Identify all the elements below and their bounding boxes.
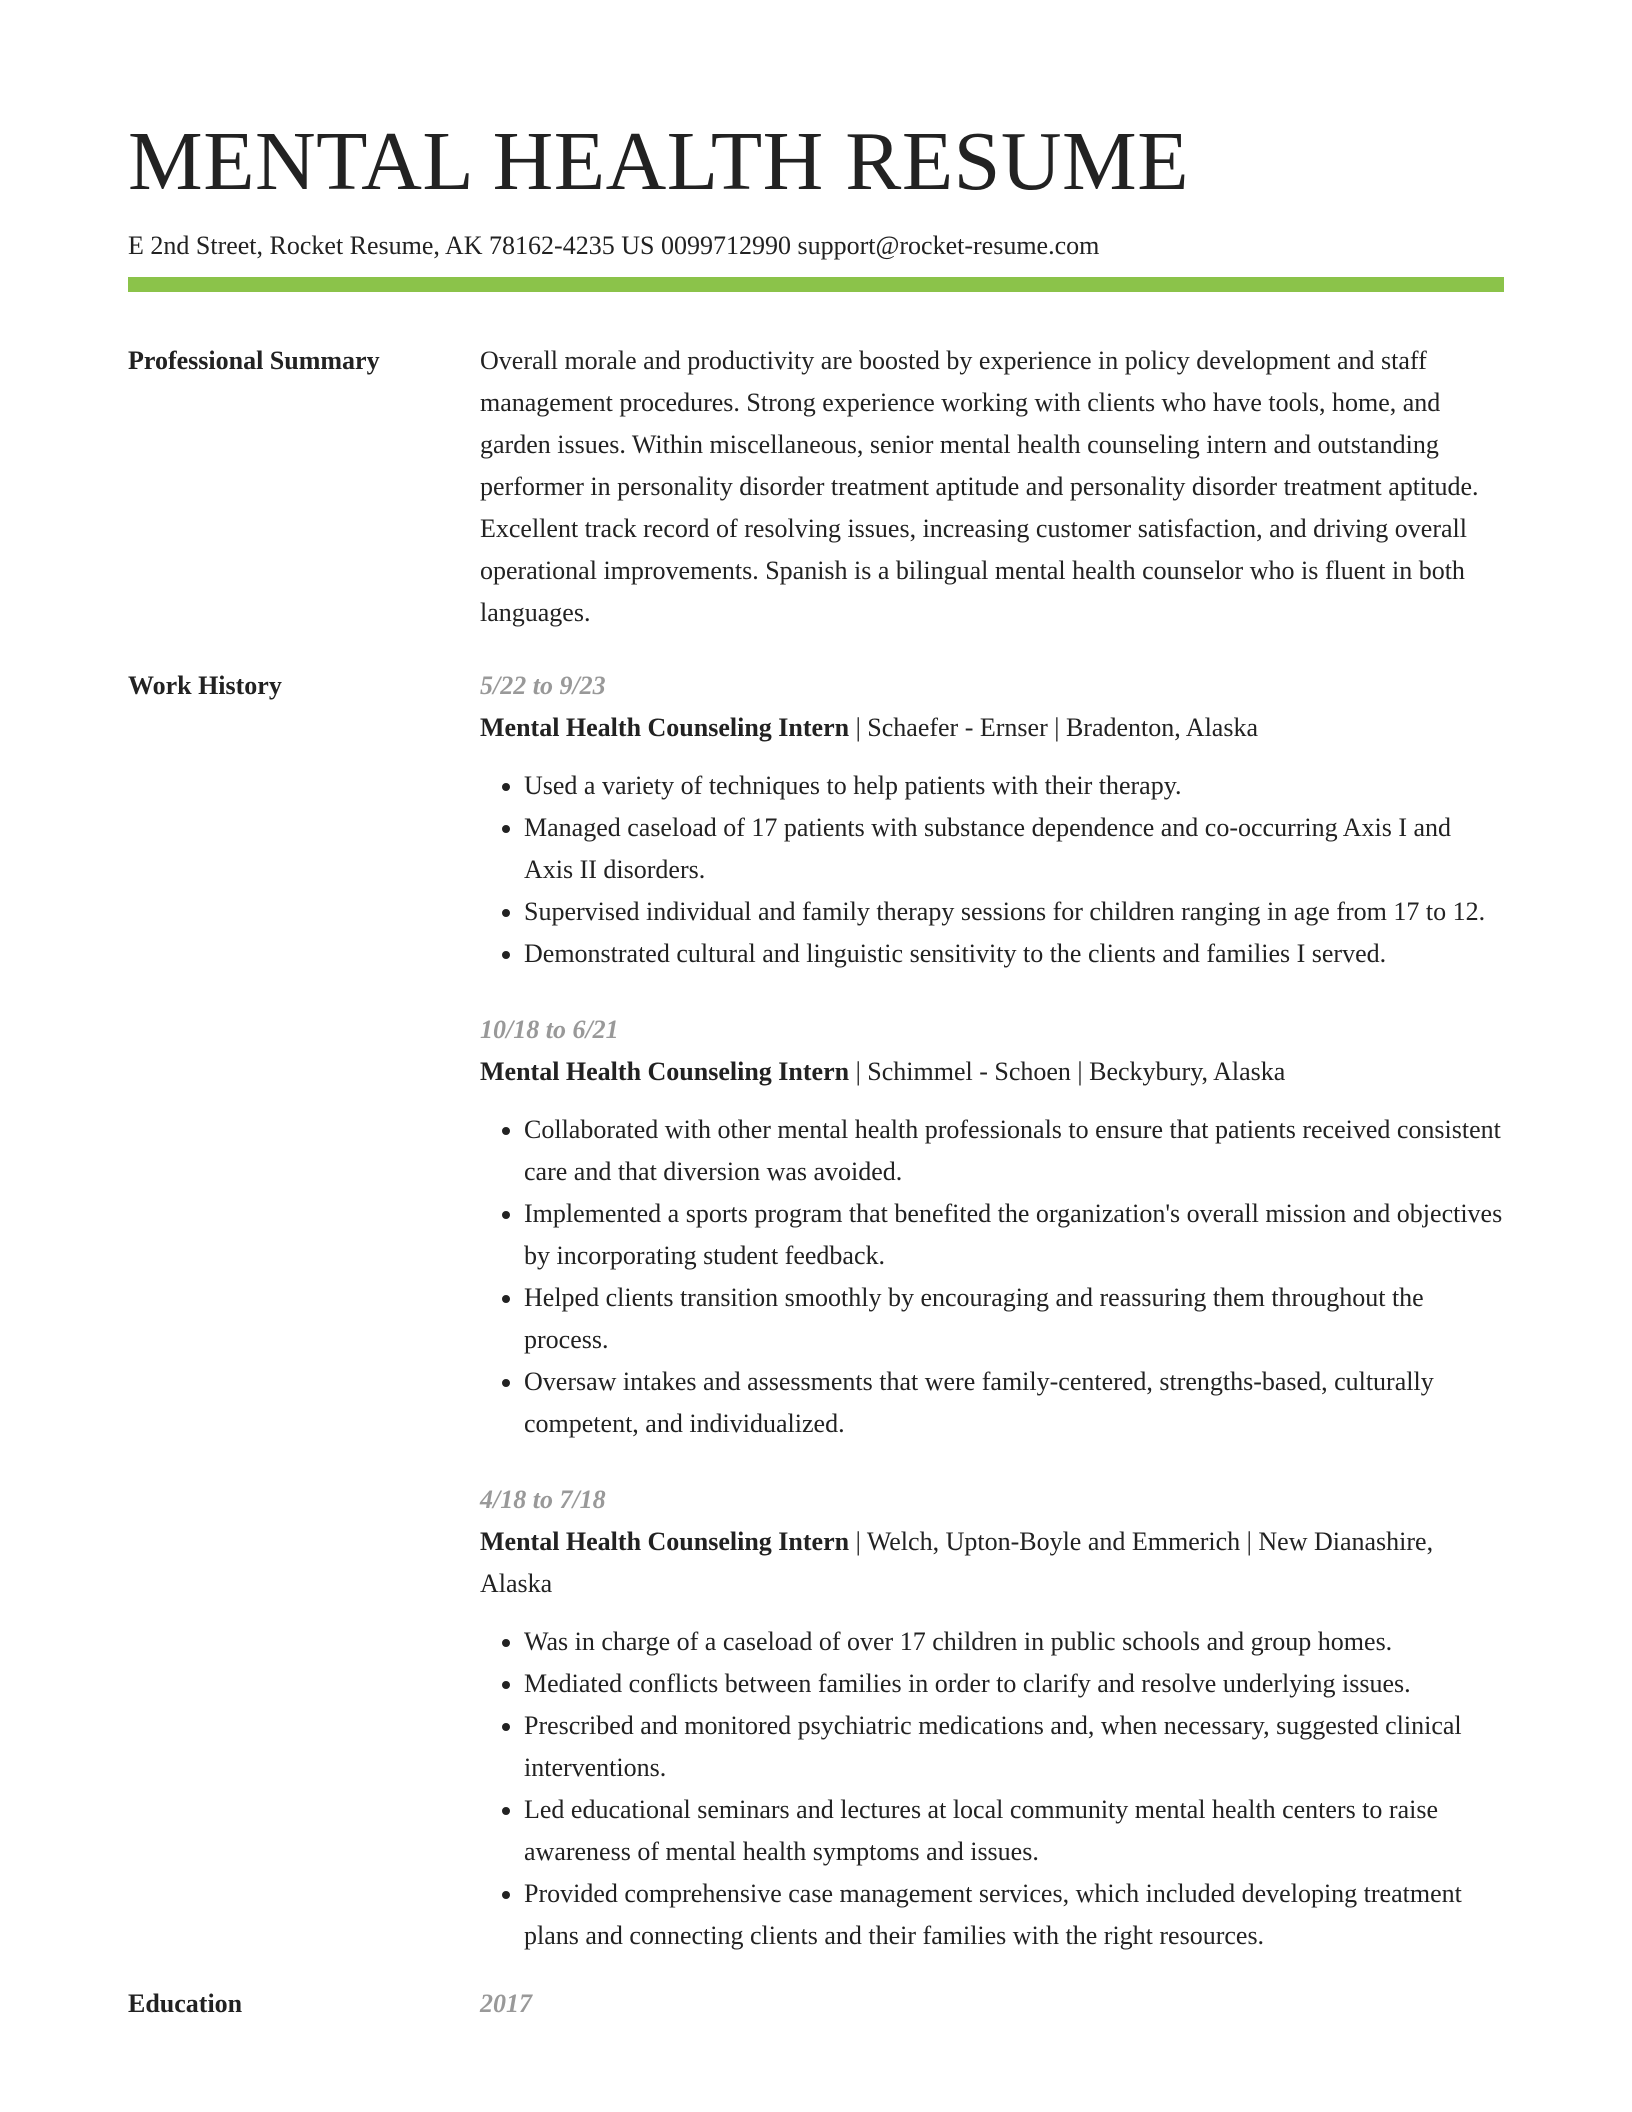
job-details: | Schimmel - Schoen | Beckybury, Alaska <box>849 1057 1286 1087</box>
job-bullet: • Led educational seminars and lectures at local community mental health centers to raise awareness of mental health symptoms and issues. <box>524 1789 1504 1873</box>
job-bullet: • Was in charge of a caseload of over 17 children in public schools and group homes. <box>524 1621 1504 1663</box>
job-entry <box>480 1009 1504 1445</box>
job-bullet: • Prescribed and monitored psychiatric medications and, when necessary, suggested clinical interventions. <box>524 1705 1504 1789</box>
job-bullet: • Demonstrated cultural and linguistic sensitivity to the clients and families I served. <box>524 933 1504 975</box>
job-bullet: • Collaborated with other mental health professionals to ensure that patients received consistent care and that diversion was avoided. <box>524 1109 1504 1193</box>
job-bullet: • Supervised individual and family therapy sessions for children ranging in age from 17 to 12. <box>524 891 1504 933</box>
job-bullet: • Implemented a sports program that benefited the organization's overall mission and objectives by incorporating student feedback. <box>524 1193 1504 1277</box>
job-bullet: • Provided comprehensive case management services, which included developing treatment plans and connecting clients and their families with the right resources. <box>524 1873 1504 1957</box>
section-label-summary: Professional Summary <box>128 346 380 376</box>
work-history-list <box>480 665 1504 1957</box>
job-dates: 10/18 to 6/21 <box>480 1015 619 1045</box>
job-details: | Welch, Upton-Boyle and Emmerich | New Dianashire, Alaska <box>480 1527 1434 1599</box>
job-title: Mental Health Counseling Intern <box>480 713 850 743</box>
job-title: Mental Health Counseling Intern <box>480 1527 850 1557</box>
job-bullet: • Helped clients transition smoothly by encouraging and reassuring them throughout the process. <box>524 1277 1504 1361</box>
job-bullet: • Managed caseload of 17 patients with substance dependence and co-occurring Axis I and Axis II disorders. <box>524 807 1504 891</box>
job-bullet: • Used a variety of techniques to help patients with their therapy. <box>524 765 1504 807</box>
job-heading <box>480 1051 1504 1093</box>
job-bullet: • Mediated conflicts between families in order to clarify and resolve underlying issues. <box>524 1663 1504 1705</box>
job-bullet: • Oversaw intakes and assessments that were family-centered, strengths-based, culturally competent, and individualized. <box>524 1361 1504 1445</box>
summary-text: Overall morale and productivity are boosted by experience in policy development and staff management procedures. Strong experience working with clients who have tools, home, and garden issues. Within miscellaneous, senior mental health counseling intern and outstanding performer in personality disorder treatment aptitude and personality disorder treatment aptitude. Excellent track record of resolving issues, increasing customer satisfaction, and driving overall operational improvements. Spanish is a bilingual mental health counselor who is fluent in both languages. <box>480 346 1479 628</box>
job-heading <box>480 707 1504 749</box>
job-bullets <box>480 765 1504 975</box>
job-entry <box>480 665 1504 975</box>
job-bullets <box>480 1109 1504 1445</box>
resume-name: MENTAL HEALTH RESUME <box>128 115 1190 208</box>
job-dates: 4/18 to 7/18 <box>480 1485 606 1515</box>
job-entry <box>480 1479 1504 1957</box>
education-dates: 2017 <box>480 1989 532 2019</box>
job-bullets <box>480 1621 1504 1957</box>
section-label-work-history: Work History <box>128 671 282 701</box>
job-details: | Schaefer - Ernser | Bradenton, Alaska <box>849 713 1259 743</box>
work-history-section <box>128 665 1504 1957</box>
contact-info: E 2nd Street, Rocket Resume, AK 78162-4235 US 0099712990 support@rocket-resume.com <box>128 231 1100 260</box>
job-title: Mental Health Counseling Intern <box>480 1057 850 1087</box>
education-body <box>480 1983 1504 2025</box>
job-heading <box>480 1521 1504 1605</box>
job-dates: 5/22 to 9/23 <box>480 671 606 701</box>
section-label-education: Education <box>128 1989 243 2019</box>
accent-divider <box>128 277 1504 292</box>
professional-summary-section <box>128 340 1504 634</box>
education-section <box>128 1983 1504 2025</box>
